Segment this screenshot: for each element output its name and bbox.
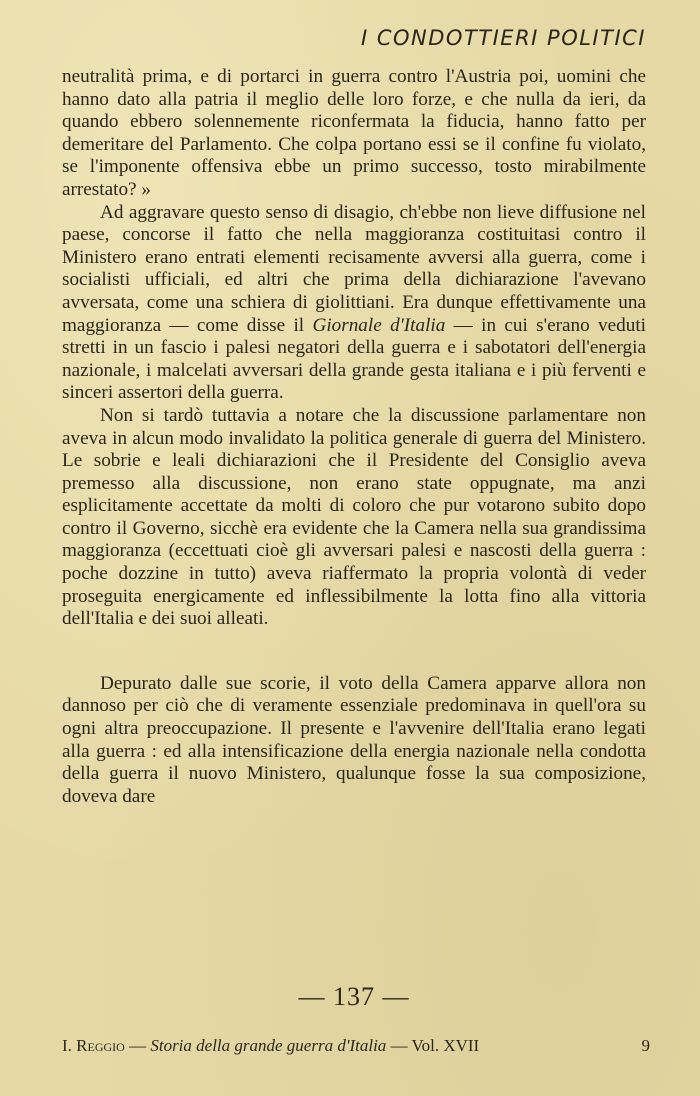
paragraph-discussione: Non si tardò tuttavia a notare che la discussione parlamentare non aveva in alcun modo invalidato la politica generale di guerra del Ministero. Le sobrie e leali dichiarazioni che il Presidente del Consiglio aveva premesso alla discussione, non erano state oppugnate, ma anzi esplicitamente accettate da molti di coloro che pur votarono subito dopo contro il Governo, sicchè era evidente che la Camera nella sua grandissima maggioranza (eccettuati cioè gli avversari palesi e nascosti della guerra : poche dozzine in tutto) aveva riaffermato la propria volontà di veder proseguita energicamente ed inflessibilmente la lotta fino alla vittoria dell'Italia e dei suoi alleati. <box>62 404 646 630</box>
section-break <box>62 631 646 673</box>
footer-bibliographic-line <box>62 1036 479 1056</box>
paragraph-continuation: neutralità prima, e di portarci in guerra contro l'Austria poi, uomini che hanno dato alla patria il meglio delle loro forze, e che nulla da ieri, da quando ebbero solennemente riconfermata la fiducia, hanno fatto per demeritare del Parlamento. Che colpa portano essi se il confine fu violato, se l'imponente offensiva ebbe un primo successo, tosto mirabilmente arrestato? » <box>62 66 646 200</box>
book-page <box>62 22 650 1082</box>
footer-author-initial: I. <box>62 1036 72 1055</box>
footer-author-name: Reggio <box>76 1036 125 1055</box>
footer-book-title: Storia della grande guerra d'Italia <box>150 1036 387 1055</box>
footer-dash: — <box>390 1036 408 1055</box>
body-text <box>62 66 646 808</box>
footer-dash: — <box>129 1036 147 1055</box>
page-number: — 137 — <box>298 982 410 1011</box>
footer-volume: Vol. XVII <box>411 1036 480 1055</box>
paragraph-text-segment: Ad aggravare questo senso di disagio, ch'ebbe non lieve diffusione nel paese, concorse il fatto che nella maggioranza costituitasi contro il Ministero erano entrati elementi recisamente avversi alla guerra, come i socialisti ufficiali, ed altri che prima della dichiarazione l'avevano avversata, come una schiera di giolittiani. Era dunque effettivamente una maggioranza — come disse il <box>62 201 646 336</box>
newspaper-title: Giornale d'Italia <box>312 314 446 336</box>
signature-footer <box>62 1036 658 1056</box>
paragraph-depurato: Depurato dalle sue scorie, il voto della Camera apparve allora non dannoso per ciò che di veramente essenziale predominava in quell'ora su ogni altra preoccupazione. Il presente e l'avvenire dell'Italia erano legati alla guerra : ed alla intensificazione della energia nazionale nella condotta della guerra il nuovo Ministero, qualunque fosse la sua composizione, doveva dare <box>62 672 646 807</box>
footer-signature-number: 9 <box>641 1036 650 1055</box>
running-head: I CONDOTTIERI POLITICI <box>360 26 646 50</box>
paragraph-text-segment: — in cui s'erano veduti stretti in un fascio i palesi negatori della guerra e i sabotatori dell'energia nazionale, i malcelati avversari della grande gesta italiana e i più ferventi e sinceri assertori della guerra. <box>62 314 646 404</box>
paragraph-disagio <box>62 202 646 405</box>
